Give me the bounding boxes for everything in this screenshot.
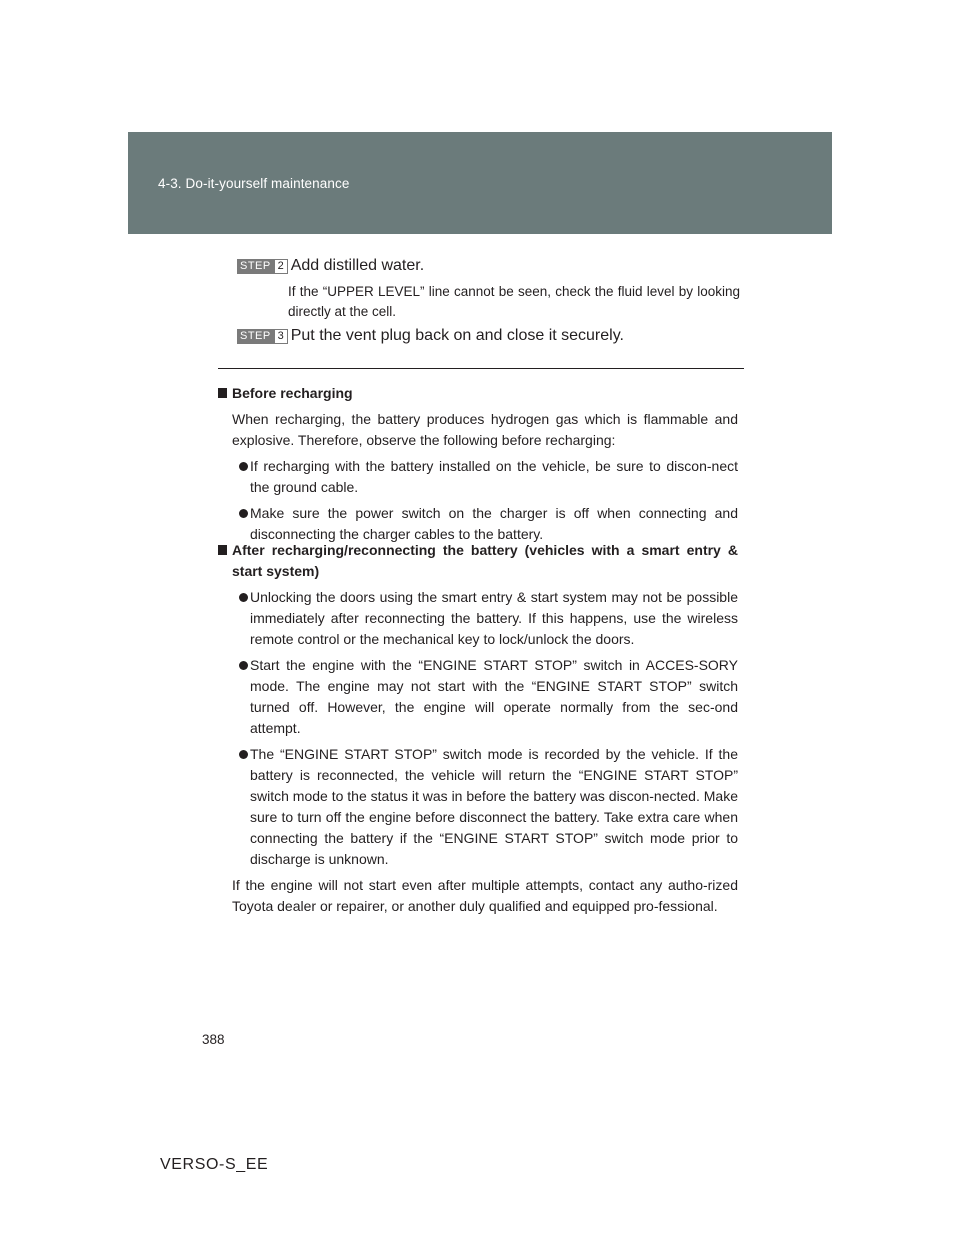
round-bullet-icon [239,462,248,471]
step-3 [237,327,624,345]
step-number: 3 [274,329,288,344]
list-item [218,456,738,498]
heading-text: Before recharging [232,385,353,401]
list-item-text: Unlocking the doors using the smart entry & start system may not be possible immediately after reconnecting the battery. If this happens, use the wireless remote control or the mechanical key to lock/unlock the doors. [250,589,738,647]
square-bullet-icon [218,545,227,555]
list-item-text: If recharging with the battery installed on the vehicle, be sure to discon-nect the ground cable. [250,458,738,495]
step-number: 2 [274,259,288,274]
section-header-band [128,132,832,234]
round-bullet-icon [239,509,248,518]
list-item [218,587,738,650]
model-code: VERSO-S_EE [160,1156,269,1173]
round-bullet-icon [239,750,248,759]
step-label: STEP [237,329,274,344]
list-item [218,655,738,739]
step-label: STEP [237,259,274,274]
list-item [218,503,738,545]
section-divider [218,368,744,369]
list-item-text: The “ENGINE START STOP” switch mode is recorded by the vehicle. If the battery is reconnected, the vehicle will return the “ENGINE START STOP” switch mode to the status it was in before the battery was discon-nected. Make sure to turn off the engine before disconnect the battery. Take extra care when connecting the battery if the “ENGINE START STOP” switch mode prior to discharge is unknown. [250,746,738,867]
heading-text: After recharging/reconnecting the battery (vehicles with a smart entry & start system) [232,542,738,579]
round-bullet-icon [239,593,248,602]
step-instruction: Add distilled water. [290,257,425,274]
before-recharging-section [218,383,738,545]
square-bullet-icon [218,388,227,398]
step-badge [237,259,288,274]
paragraph: When recharging, the battery produces hydrogen gas which is flammable and explosive. Therefore, observe the following before recharging: [232,411,738,448]
section-title: 4-3. Do-it-yourself maintenance [158,176,350,191]
list-item [218,744,738,870]
list-item-text: Make sure the power switch on the charger is off when connecting and disconnecting the charger cables to the battery. [250,505,738,542]
list-item-text: Start the engine with the “ENGINE START STOP” switch in ACCES-SORY mode. The engine may not start with the “ENGINE START STOP” switch turned off. However, the engine will operate normally from the sec-ond attempt. [250,657,738,736]
step-2 [237,257,424,275]
step-instruction: Put the vent plug back on and close it securely. [290,327,624,344]
paragraph: If the engine will not start even after multiple attempts, contact any autho-rized Toyota dealer or repairer, or another duly qualified and equipped pro-fessional. [232,877,738,914]
section-heading [218,540,738,582]
round-bullet-icon [239,661,248,670]
step-badge [237,329,288,344]
step-2-note: If the “UPPER LEVEL” line cannot be seen, check the fluid level by looking directly at the cell. [288,284,740,319]
after-recharging-section [218,540,738,917]
section-heading [218,383,738,404]
page-number: 388 [202,1032,225,1047]
